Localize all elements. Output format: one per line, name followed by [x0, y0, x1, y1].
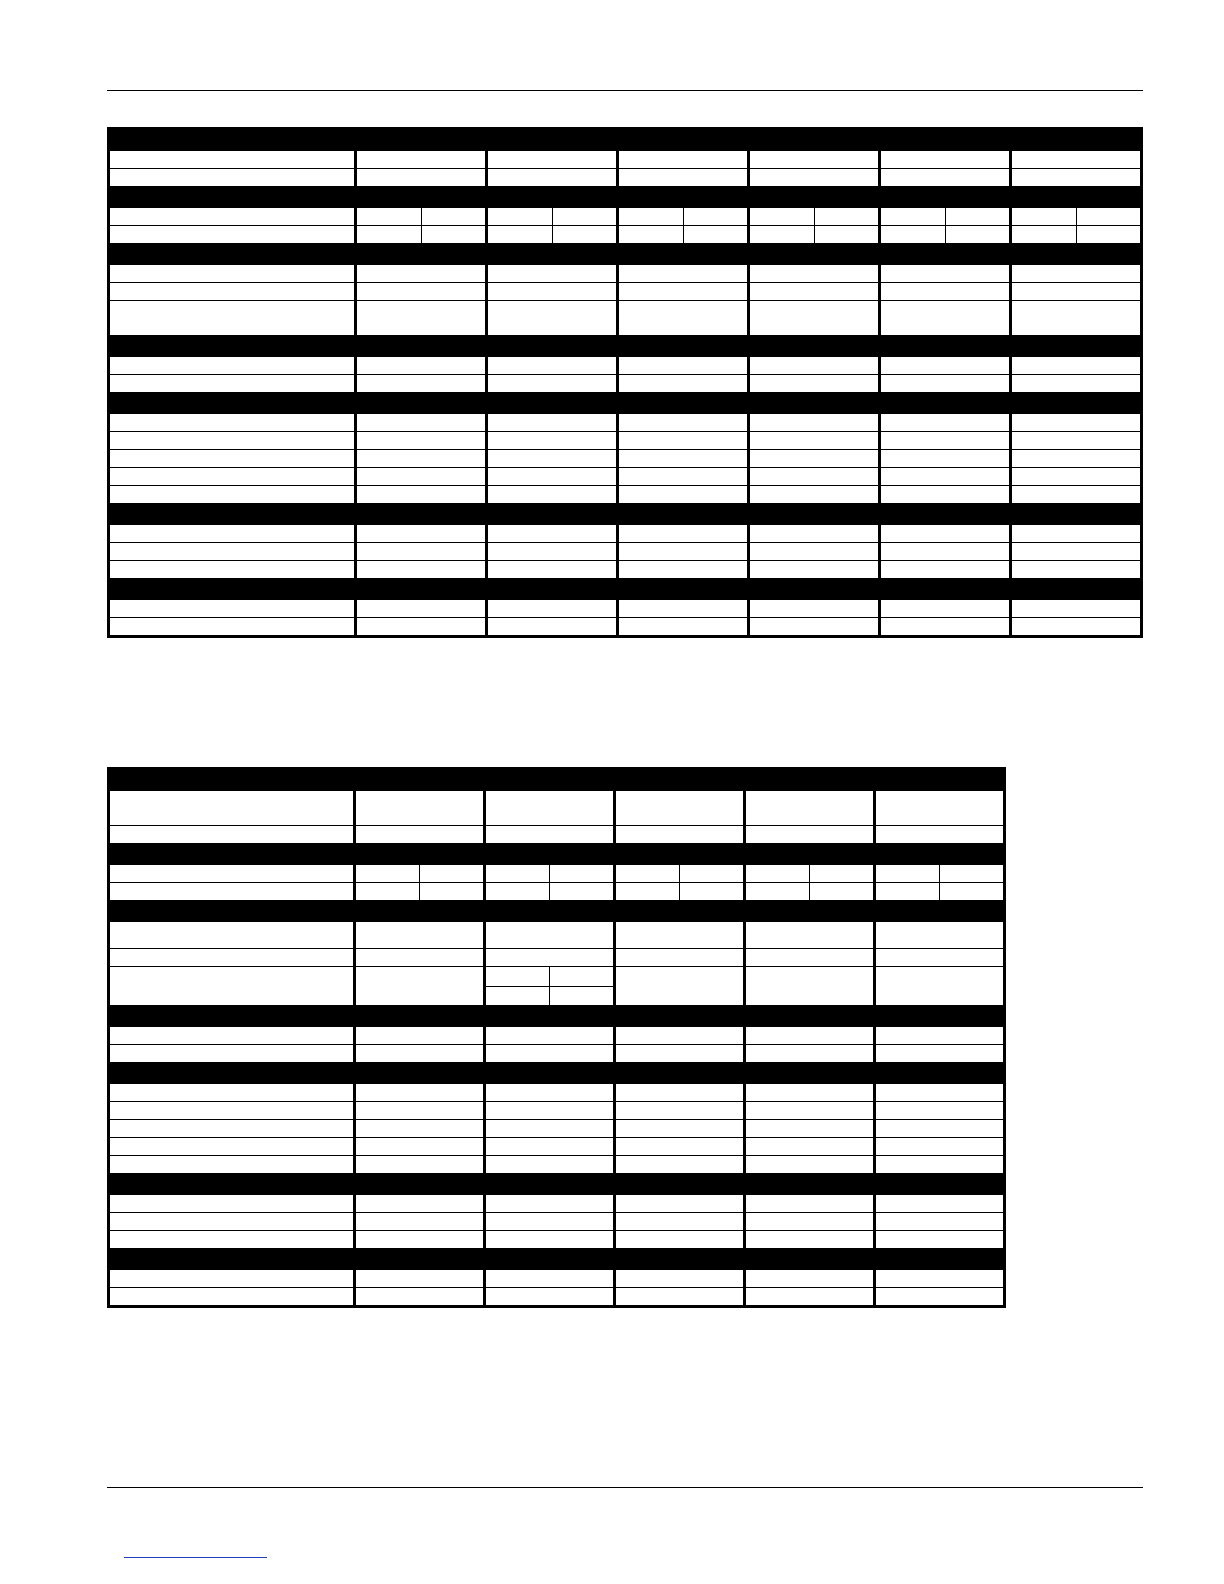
table-row — [109, 543, 1142, 561]
section-header — [109, 393, 1142, 414]
table-row — [109, 414, 1142, 432]
table-row — [109, 169, 1142, 187]
table-row — [109, 283, 1142, 301]
table-row — [109, 922, 1005, 949]
table-row — [109, 600, 1142, 618]
table-row — [109, 486, 1142, 504]
table-row — [109, 1270, 1005, 1288]
section-header — [109, 336, 1142, 357]
header-rule — [107, 90, 1143, 91]
table-row — [109, 1213, 1005, 1231]
table-row — [109, 618, 1142, 637]
table-row — [109, 301, 1142, 336]
section-header — [109, 901, 1005, 922]
section-header — [109, 1249, 1005, 1270]
table-row — [109, 208, 1142, 226]
section-header — [109, 579, 1142, 600]
footer-link[interactable] — [124, 1557, 267, 1558]
table-row — [109, 949, 1005, 967]
table-row — [109, 151, 1142, 169]
table-row — [109, 1045, 1005, 1063]
section-header — [109, 244, 1142, 265]
section-header — [109, 1006, 1005, 1027]
section-header — [109, 769, 1005, 791]
table-row — [109, 826, 1005, 844]
table-row — [109, 1102, 1005, 1120]
table-row — [109, 525, 1142, 543]
table-row — [109, 883, 1005, 901]
table-row — [109, 265, 1142, 283]
section-header — [109, 187, 1142, 208]
table-row — [109, 432, 1142, 450]
section-header — [109, 1063, 1005, 1084]
table-row — [109, 1084, 1005, 1102]
table-row — [109, 375, 1142, 393]
split-cell — [486, 967, 613, 1005]
table-row — [109, 1231, 1005, 1249]
comparison-table-1 — [107, 127, 1143, 638]
table-row — [109, 357, 1142, 375]
table-row — [109, 561, 1142, 579]
table-row — [109, 1138, 1005, 1156]
table-row — [109, 865, 1005, 883]
footer-rule — [107, 1487, 1143, 1488]
section-header — [109, 504, 1142, 525]
section-header — [109, 844, 1005, 865]
table-row — [109, 1027, 1005, 1045]
table-row — [109, 967, 1005, 1006]
section-header — [109, 1174, 1005, 1195]
section-header — [109, 129, 1142, 151]
table-row — [109, 226, 1142, 244]
table-row — [109, 1120, 1005, 1138]
table-row — [109, 791, 1005, 826]
table-row — [109, 1195, 1005, 1213]
table-row — [109, 468, 1142, 486]
table-row — [109, 450, 1142, 468]
table-row — [109, 1156, 1005, 1174]
table-row — [109, 1288, 1005, 1307]
comparison-table-2 — [107, 767, 1006, 1308]
